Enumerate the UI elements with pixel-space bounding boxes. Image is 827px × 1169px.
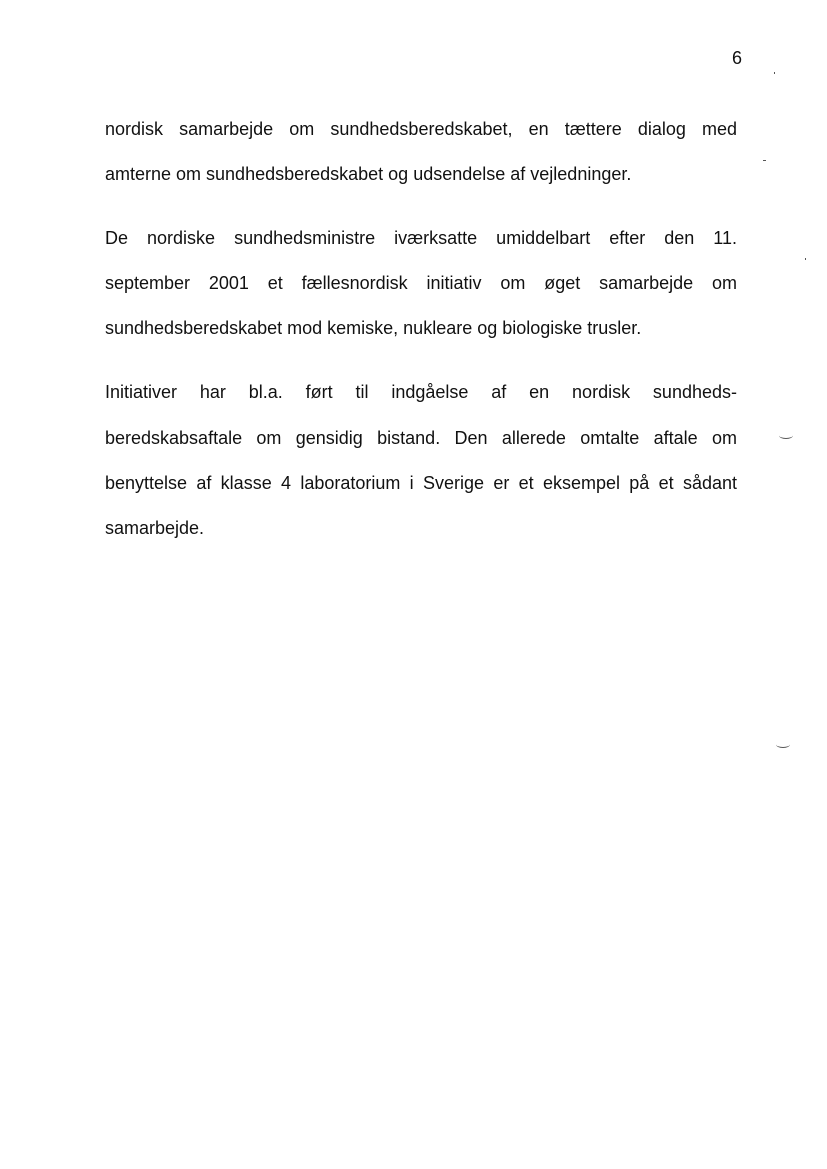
paragraph-3-line-4: samarbejde.: [105, 518, 205, 538]
paragraph-3-line-1: Initiativer har bl.a. ført til indgåelse af en nordisk sundheds-: [105, 382, 737, 402]
page-number: 6: [731, 48, 742, 68]
scan-artifact-mark: [763, 160, 766, 161]
paragraph-3-line-2: beredskabsaftale om gensidig bistand. Den allerede omtalte aftale om: [105, 428, 737, 448]
paragraph-2-line-2: september 2001 et fællesnordisk initiativ om øget samarbejde om: [105, 273, 737, 293]
scan-artifact-mark: [805, 258, 807, 260]
paragraph-2-line-3: sundhedsberedskabet mod kemiske, nukleare og biologiske trusler.: [105, 318, 642, 338]
scan-artifact-mark: [774, 72, 776, 74]
paragraph-3-line-3: benyttelse af klasse 4 laboratorium i Sverige er et eksempel på et sådant: [105, 473, 737, 493]
scan-artifact-mark: [776, 741, 790, 748]
scan-artifact-mark: [779, 432, 793, 439]
paragraph-2-line-1: De nordiske sundhedsministre iværksatte umiddelbart efter den 11.: [105, 228, 737, 248]
paragraph-1-line-2: amterne om sundhedsberedskabet og udsendelse af vejledninger.: [105, 164, 632, 184]
paragraph-1-line-1: nordisk samarbejde om sundhedsberedskabet, en tættere dialog med: [105, 119, 737, 139]
